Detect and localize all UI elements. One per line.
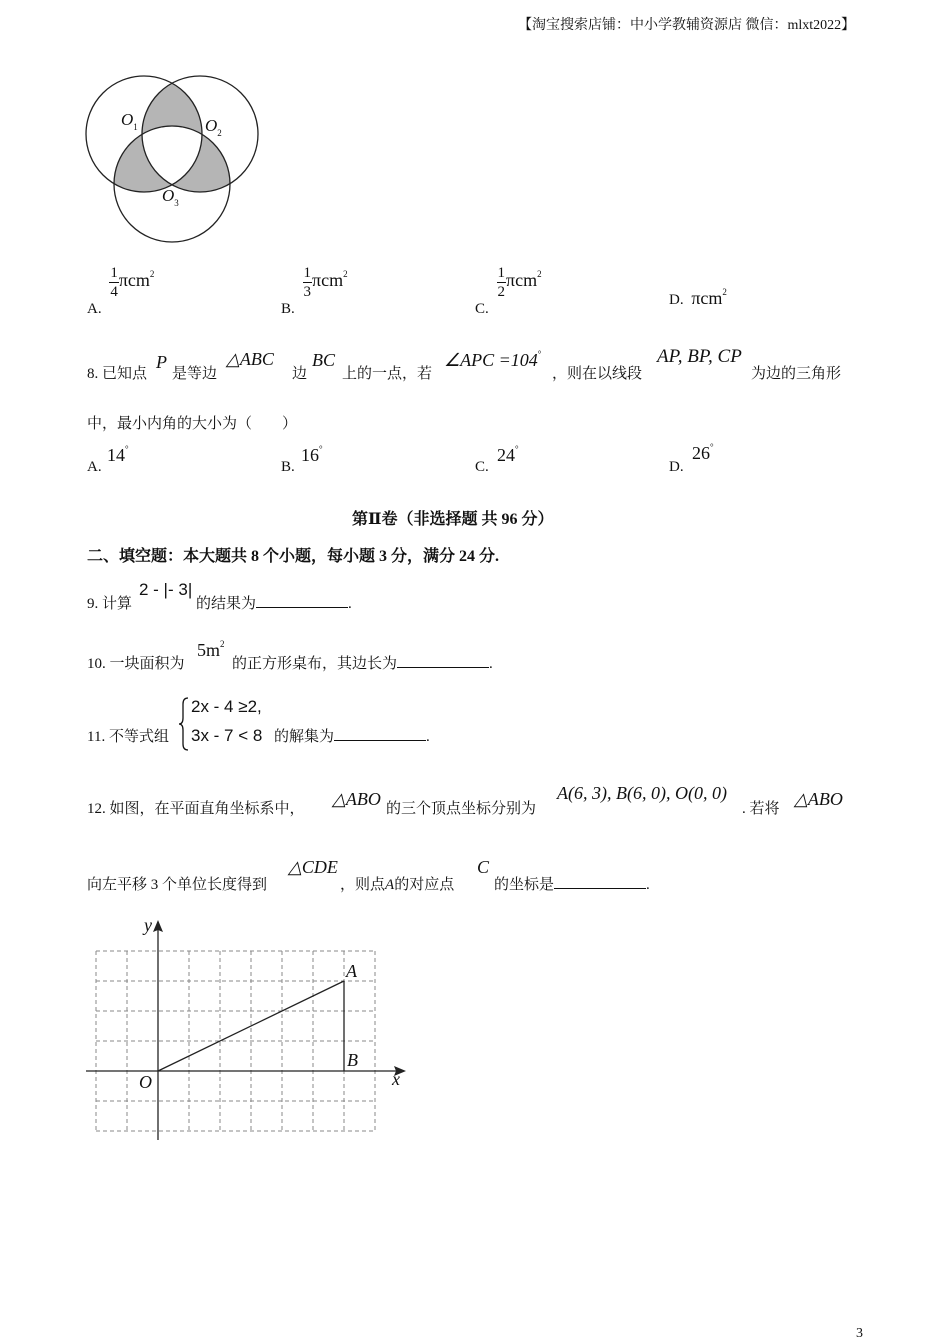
q8-prefix: 8. 已知点 bbox=[87, 366, 148, 382]
q11-inequality-2: 3x - 7 < 8 bbox=[191, 726, 263, 745]
q12-line-2b: ，则点A的对应点 bbox=[340, 877, 455, 893]
q7-option-d: D. πcm$^2$ bbox=[669, 287, 727, 308]
y-axis-label: y bbox=[144, 915, 152, 935]
label-o2: $O_2$ bbox=[205, 116, 222, 138]
q12-triangle-abo: △ABO bbox=[332, 789, 381, 809]
three-circles-figure bbox=[84, 74, 264, 246]
q8-option-a-letter: A. bbox=[87, 459, 102, 475]
q8-text-3: 上的一点，若 bbox=[342, 366, 433, 382]
q11-answer-blank bbox=[334, 726, 426, 741]
q8-option-b-letter: B. bbox=[281, 459, 295, 475]
section-2-title: 第Ⅱ卷（非选择题 共 96 分） bbox=[352, 511, 554, 528]
q10-area: $5m^2$ bbox=[197, 639, 225, 660]
q8-text-2: 边 bbox=[292, 366, 308, 382]
q12-triangle-cde: △CDE bbox=[288, 857, 338, 877]
q11-question: 的解集为 . bbox=[274, 725, 430, 746]
q8-option-d-letter: D. bbox=[669, 459, 684, 475]
q10-prefix: 10. 一块面积为 bbox=[87, 656, 185, 672]
q8-option-d-value: 26° bbox=[692, 442, 714, 463]
point-b-label: B bbox=[347, 1050, 358, 1070]
q8-text-4: ，则在以线段 bbox=[552, 366, 643, 382]
q8-point-p: P bbox=[156, 352, 167, 372]
q12-coordinates: A(6, 3), B(6, 0), O(0, 0) bbox=[557, 783, 727, 803]
q9-expression: 2 - |- 3| bbox=[139, 580, 193, 599]
q7-option-a: A. $\frac{1}{4}$ πcm$^2$ bbox=[87, 265, 155, 317]
x-axis-label: x bbox=[392, 1069, 400, 1089]
q12-answer-blank bbox=[554, 874, 646, 889]
q9-answer-blank bbox=[256, 593, 348, 608]
q8-angle-apc: ∠APC =104° bbox=[444, 349, 542, 370]
q8-option-a-value: 14° bbox=[107, 444, 129, 465]
grid-lines bbox=[96, 951, 375, 1131]
q12-line-2a: 向左平移 3 个单位长度得到 bbox=[87, 877, 268, 893]
q7-option-b: B. $\frac{1}{3}$ πcm$^2$ bbox=[281, 265, 348, 317]
q8-text-1: 是等边 bbox=[172, 366, 218, 382]
q12-triangle-abo-2: △ABO bbox=[794, 789, 843, 809]
origin-label: O bbox=[139, 1072, 152, 1092]
page-header: 【淘宝搜索店铺：中小学教辅资源店 微信：mlxt2022】 bbox=[518, 18, 856, 33]
q12-point-c: C bbox=[477, 857, 490, 877]
q8-line-2: 中，最小内角的大小为（ ） bbox=[87, 416, 298, 432]
q9-question: 的结果为 . bbox=[196, 592, 352, 613]
q10-answer-blank bbox=[397, 653, 489, 668]
point-a-label: A bbox=[346, 961, 357, 981]
page-number: 3 bbox=[856, 1326, 863, 1341]
q12-question: 的坐标是 . bbox=[494, 873, 650, 894]
q9-prefix: 9. 计算 bbox=[87, 596, 133, 612]
label-o1: $O_1$ bbox=[121, 110, 138, 132]
q8-option-c-value: 24° bbox=[497, 444, 519, 465]
label-o3: $O_3$ bbox=[162, 186, 179, 208]
q12-text-1: 的三个顶点坐标分别为 bbox=[386, 801, 537, 817]
q12-prefix: 12. 如图，在平面直角坐标系中， bbox=[87, 801, 305, 817]
q8-segments: AP, BP, CP bbox=[657, 346, 742, 367]
q8-text-5: 为边的三角形 bbox=[751, 366, 842, 382]
q10-question: 的正方形桌布，其边长为 . bbox=[232, 652, 493, 673]
q8-option-b-value: 16° bbox=[301, 444, 323, 465]
coordinate-grid-figure bbox=[84, 918, 414, 1144]
q7-option-c: C. $\frac{1}{2}$ πcm$^2$ bbox=[475, 265, 542, 317]
q12-text-2: . 若将 bbox=[742, 801, 780, 817]
q8-option-c-letter: C. bbox=[475, 459, 489, 475]
q8-segment-bc: BC bbox=[312, 350, 336, 370]
q11-brace bbox=[178, 697, 190, 751]
section-2-heading: 二、填空题：本大题共 8 个小题，每小题 3 分，满分 24 分. bbox=[87, 548, 500, 565]
q11-prefix: 11. 不等式组 bbox=[87, 729, 169, 745]
q8-triangle-abc: △ABC bbox=[226, 349, 274, 369]
q11-inequality-1: 2x - 4 ≥2, bbox=[191, 697, 262, 716]
